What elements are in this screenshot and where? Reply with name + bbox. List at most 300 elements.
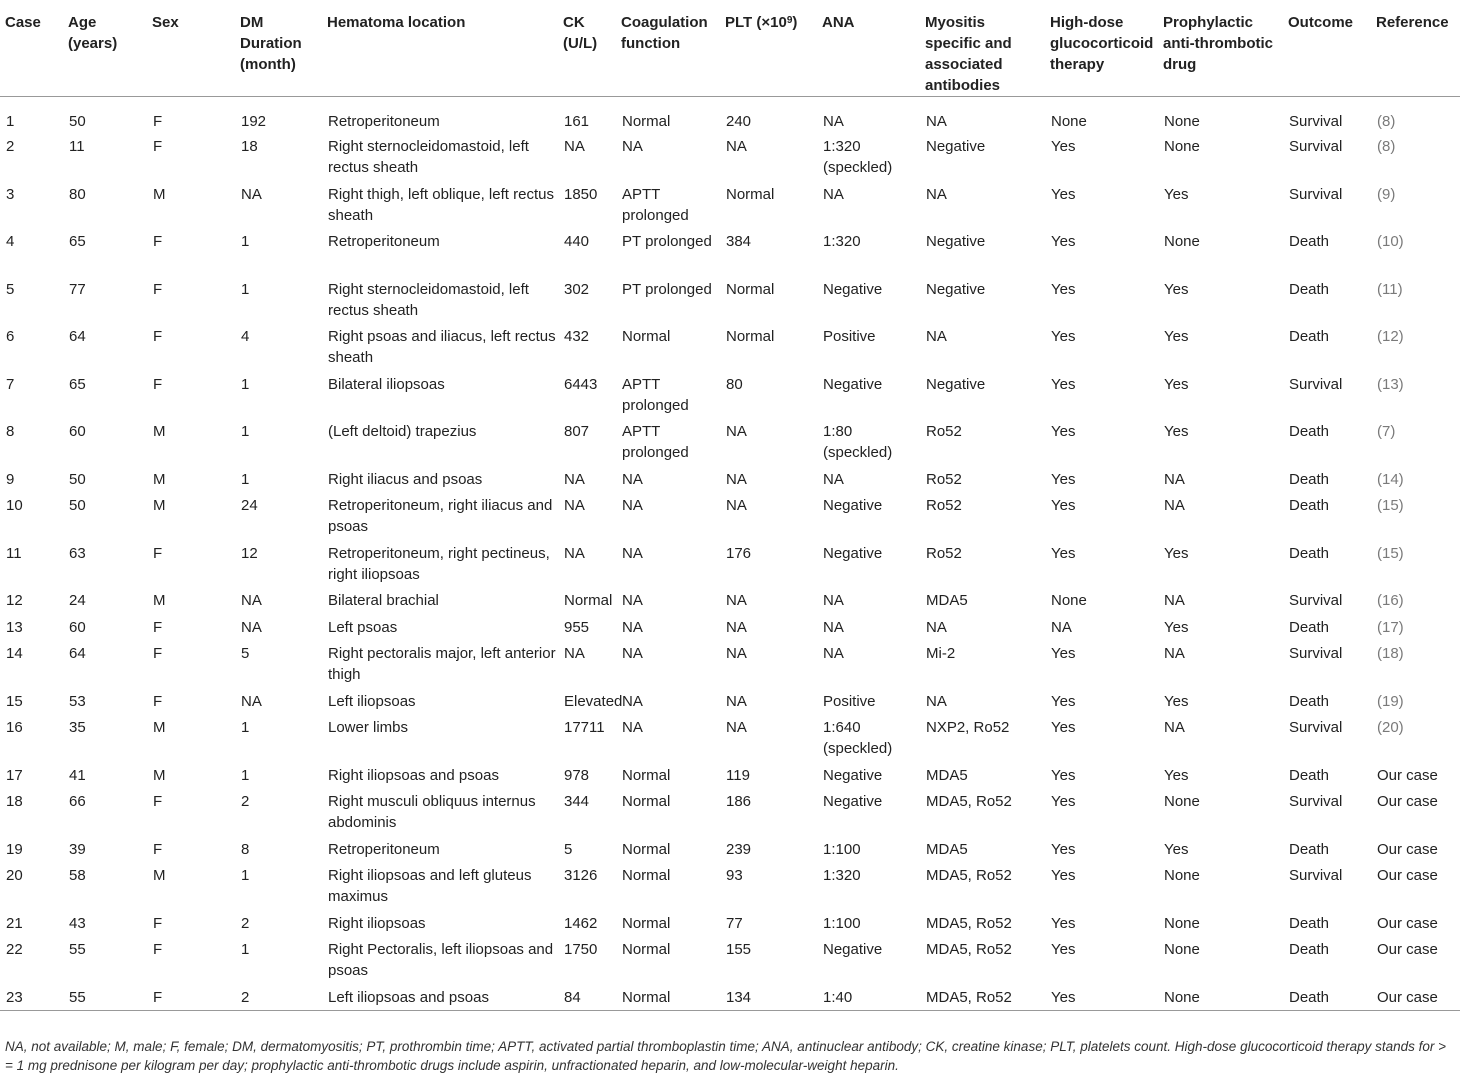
cell-dm-duration: NA (241, 592, 262, 609)
cell-age: 65 (69, 375, 86, 393)
table-row (0, 181, 1460, 229)
cell-age: 55 (63, 984, 147, 1011)
cell-reference: (14) (1377, 470, 1404, 488)
cell-hematoma-location: Right Pectoralis, left iliopsoas and psoas (328, 941, 554, 979)
cell-anti-thrombotic-drug: None (1164, 138, 1200, 155)
cell-ana: 1:80 (speckled) (823, 423, 893, 461)
cell-ck: 302 (564, 280, 590, 298)
cell-plt: NA (726, 618, 747, 636)
cell-myositis-antibodies: MDA5 (926, 766, 968, 784)
cell-hematoma-location: Retroperitoneum (328, 840, 440, 858)
cell-sex: M (153, 497, 166, 514)
cell-age: 80 (69, 185, 86, 203)
cell-plt: 134 (720, 984, 817, 1011)
cell-myositis-antibodies: MDA5 (926, 592, 968, 609)
cell-anti-thrombotic-drug: Yes (1164, 280, 1189, 298)
cell-age: 65 (69, 233, 86, 250)
cell-case: 9 (6, 470, 15, 488)
cell-case: 4 (6, 233, 15, 250)
cell-plt: NA (726, 423, 747, 440)
cell-dm-duration: 24 (241, 497, 258, 514)
cell-myositis-antibodies: MDA5, Ro52 (926, 867, 1012, 884)
cell-reference: Our case (1371, 984, 1460, 1011)
cell-age: 60 (69, 618, 86, 636)
cell-ck: 432 (564, 328, 590, 345)
cell-age: 77 (69, 280, 86, 298)
header-sex: Sex (147, 0, 235, 97)
cell-myositis-antibodies: Mi-2 (926, 645, 956, 662)
cell-ana: 1:40 (817, 984, 920, 1011)
cell-ana: 1:100 (823, 914, 861, 932)
cell-outcome: Death (1289, 840, 1330, 858)
table-row (0, 229, 1460, 277)
cell-glucocorticoid-therapy: Yes (1051, 692, 1076, 710)
table-row (0, 863, 1460, 911)
cell-anti-thrombotic-drug: Yes (1164, 423, 1189, 440)
cell-myositis-antibodies: Negative (926, 233, 986, 250)
cell-anti-thrombotic-drug: Yes (1164, 375, 1189, 393)
cell-outcome: Death (1289, 233, 1330, 250)
cell-sex: F (147, 984, 235, 1011)
cell-plt: NA (726, 719, 747, 736)
cell-myositis-antibodies: NA (926, 328, 947, 345)
cell-plt: 155 (726, 941, 752, 958)
cell-anti-thrombotic-drug: NA (1164, 592, 1185, 609)
cell-sex: F (153, 280, 163, 298)
cell-ck: 17711 (564, 719, 605, 736)
cell-dm-duration: 1 (241, 867, 250, 884)
cell-glucocorticoid-therapy: Yes (1051, 470, 1076, 488)
cell-dm-duration: 192 (241, 113, 267, 130)
cell-ck: 440 (564, 233, 590, 250)
cell-myositis-antibodies: MDA5, Ro52 (926, 914, 1012, 932)
cell-case: 2 (6, 138, 15, 155)
table-row (0, 466, 1460, 493)
cell-plt: Normal (726, 328, 775, 345)
cell-hematoma-location: Right sternocleidomastoid, left rectus sheath (328, 280, 529, 319)
cell-glucocorticoid-therapy: Yes (1051, 840, 1076, 858)
cell-reference: (19) (1377, 692, 1404, 710)
cell-ana: Positive (823, 328, 876, 345)
cell-glucocorticoid-therapy: Yes (1051, 497, 1076, 514)
cell-reference: Our case (1377, 941, 1438, 958)
cell-plt: NA (726, 138, 747, 155)
table-header (0, 0, 1460, 97)
table-row (0, 97, 1460, 134)
cell-ana: Negative (823, 280, 883, 298)
cell-dm-duration: 2 (241, 914, 250, 932)
cell-ana: Positive (823, 692, 876, 710)
header-hematoma-location: Hematoma location (322, 0, 558, 97)
cell-coagulation-function: APTT prolonged (622, 375, 689, 414)
cell-outcome: Death (1289, 423, 1330, 440)
cell-sex: F (153, 793, 163, 810)
cell-reference: (8) (1377, 113, 1396, 130)
header-anti-thrombotic-drug: Prophylactic anti-thrombotic drug (1158, 0, 1283, 97)
cell-ck: 807 (564, 423, 590, 440)
cell-reference: Our case (1377, 766, 1438, 784)
cell-myositis-antibodies: NA (926, 618, 947, 636)
cell-age: 24 (69, 592, 86, 609)
cell-ana: NA (823, 645, 844, 662)
cell-age: 50 (69, 113, 86, 130)
cell-sex: F (153, 645, 163, 662)
cell-ana: 1:320 (speckled) (823, 138, 893, 176)
cell-plt: 186 (726, 793, 752, 810)
cell-hematoma-location: Lower limbs (328, 719, 409, 736)
cell-anti-thrombotic-drug: Yes (1164, 692, 1189, 710)
cell-coagulation-function: Normal (622, 867, 671, 884)
cell-reference: (18) (1377, 645, 1404, 662)
cell-hematoma-location: Right psoas and iliacus, left rectus sheath (328, 328, 556, 366)
cell-glucocorticoid-therapy: Yes (1045, 984, 1158, 1011)
cell-plt: 240 (726, 113, 752, 130)
cell-anti-thrombotic-drug: NA (1164, 470, 1185, 488)
table-row (0, 641, 1460, 689)
cell-outcome: Death (1289, 692, 1330, 710)
cell-reference: (8) (1377, 138, 1396, 155)
cell-coagulation-function: NA (622, 645, 643, 662)
cell-glucocorticoid-therapy: Yes (1051, 766, 1076, 784)
table-row (0, 419, 1460, 467)
cell-case: 23 (0, 984, 63, 1011)
cell-dm-duration: NA (241, 692, 262, 710)
cell-reference: Our case (1377, 793, 1438, 810)
cell-reference: (20) (1377, 719, 1404, 736)
cell-outcome: Survival (1289, 375, 1343, 393)
cell-outcome: Death (1289, 618, 1330, 636)
plt-header-suffix: ) (792, 14, 798, 31)
cell-case: 6 (6, 328, 15, 345)
cell-age: 11 (69, 138, 85, 155)
cell-myositis-antibodies: Negative (926, 280, 986, 298)
cell-ck: NA (564, 544, 585, 562)
cell-anti-thrombotic-drug: None (1164, 941, 1200, 958)
cell-sex: F (153, 138, 163, 155)
cell-ck: NA (564, 138, 585, 155)
cell-sex: F (153, 840, 163, 858)
cell-dm-duration: 4 (241, 328, 250, 345)
cell-myositis-antibodies: NA (926, 113, 947, 130)
cell-reference: (13) (1377, 375, 1404, 393)
cell-glucocorticoid-therapy: Yes (1051, 719, 1076, 736)
cell-glucocorticoid-therapy: Yes (1051, 138, 1076, 155)
cell-reference: (11) (1377, 280, 1403, 298)
cell-glucocorticoid-therapy: None (1051, 592, 1087, 609)
cell-sex: F (153, 233, 163, 250)
cell-outcome: Survival (1289, 185, 1343, 203)
cell-reference: (15) (1377, 544, 1404, 562)
cell-outcome: Survival (1289, 138, 1343, 155)
cell-outcome: Death (1289, 941, 1330, 958)
cell-ck: NA (564, 645, 585, 662)
cell-myositis-antibodies: Negative (926, 138, 986, 155)
cell-ana: Negative (823, 941, 883, 958)
cell-ck: 955 (564, 618, 590, 636)
cell-myositis-antibodies: MDA5, Ro52 (920, 984, 1045, 1011)
cell-ana: Negative (823, 375, 883, 393)
cell-hematoma-location: Left iliopsoas and psoas (322, 984, 558, 1011)
cell-myositis-antibodies: Ro52 (926, 470, 962, 488)
cell-sex: F (153, 914, 163, 932)
cell-coagulation-function: Normal (622, 840, 671, 858)
cell-age: 58 (69, 867, 86, 884)
cell-case: 17 (6, 766, 23, 784)
cell-dm-duration: 2 (235, 984, 322, 1011)
cell-myositis-antibodies: MDA5 (926, 840, 968, 858)
cell-ana: Negative (823, 793, 883, 810)
cell-glucocorticoid-therapy: Yes (1051, 867, 1076, 884)
cell-ana: NA (823, 618, 844, 636)
cell-hematoma-location: Right sternocleidomastoid, left rectus sheath (328, 138, 529, 176)
cell-anti-thrombotic-drug: Yes (1164, 185, 1189, 203)
cell-glucocorticoid-therapy: Yes (1051, 185, 1076, 203)
cell-myositis-antibodies: NA (926, 692, 947, 710)
cell-case: 11 (6, 544, 22, 562)
cell-reference: (15) (1377, 497, 1404, 514)
cell-case: 15 (6, 692, 23, 710)
cell-coagulation-function: NA (622, 592, 643, 609)
table-row (0, 836, 1460, 863)
cell-plt: 77 (726, 914, 743, 932)
cell-hematoma-location: Bilateral brachial (328, 592, 439, 609)
cell-plt: NA (726, 592, 747, 609)
cell-reference: Our case (1377, 867, 1438, 884)
table-row (0, 588, 1460, 615)
cell-anti-thrombotic-drug: None (1164, 793, 1200, 810)
cell-sex: M (153, 592, 166, 609)
cell-plt: NA (726, 497, 747, 514)
cell-ck: 978 (564, 766, 590, 784)
cell-ck: 161 (564, 113, 590, 130)
cell-dm-duration: 1 (241, 470, 250, 488)
cell-ana: 1:100 (823, 840, 861, 858)
table-row (0, 688, 1460, 715)
cell-coagulation-function: APTT prolonged (622, 185, 689, 224)
cell-sex: F (153, 618, 163, 636)
cell-reference: Our case (1377, 914, 1438, 932)
header-row (0, 0, 1460, 97)
cell-glucocorticoid-therapy: Yes (1051, 375, 1076, 393)
cell-case: 1 (6, 113, 15, 130)
cell-hematoma-location: Retroperitoneum, right pectineus, right iliopsoas (328, 544, 550, 583)
table-footnote: NA, not available; M, male; F, female; DM, dermatomyositis; PT, prothrombin time; APTT, activated partial thromboplastin time; ANA, antinuclear antibody; CK, creatine kinase; PLT, platelets count. High-dose glucocorticoid therapy stands for > = 1 mg prednisone per kilogram per day; prophylactic anti-thrombotic drugs include aspirin, unfractionated heparin, and low-molecular-weight heparin. (5, 1039, 1447, 1073)
cell-age: 35 (69, 719, 86, 736)
header-age: Age (years) (63, 0, 147, 97)
cell-plt: 93 (726, 867, 743, 884)
cell-age: 39 (69, 840, 86, 858)
cell-ck: 84 (558, 984, 616, 1011)
cell-glucocorticoid-therapy: Yes (1051, 328, 1076, 345)
table-row (0, 789, 1460, 837)
cell-anti-thrombotic-drug: NA (1164, 645, 1185, 662)
cell-glucocorticoid-therapy: Yes (1051, 793, 1076, 810)
cell-dm-duration: NA (241, 618, 262, 636)
cell-coagulation-function: NA (622, 719, 643, 736)
table-row (0, 371, 1460, 419)
table-row (0, 984, 1460, 1011)
cell-hematoma-location: Retroperitoneum (328, 233, 440, 250)
cell-case: 13 (6, 618, 23, 636)
cell-sex: F (153, 375, 163, 393)
cell-ck: 6443 (564, 375, 598, 393)
cell-ck: 1850 (564, 185, 598, 203)
cell-sex: M (153, 470, 166, 488)
cell-case: 18 (6, 793, 23, 810)
cell-ana: NA (823, 470, 844, 488)
cell-sex: F (153, 328, 163, 345)
cell-hematoma-location: Retroperitoneum, right iliacus and psoas (328, 497, 553, 535)
cell-dm-duration: 1 (241, 280, 250, 298)
table-row (0, 134, 1460, 182)
cell-age: 43 (69, 914, 86, 932)
cell-anti-thrombotic-drug: NA (1164, 719, 1185, 736)
cell-anti-thrombotic-drug: None (1164, 113, 1200, 130)
table-body (0, 97, 1460, 1011)
cell-age: 64 (69, 645, 86, 662)
cell-case: 14 (6, 645, 23, 662)
cell-dm-duration: 2 (241, 793, 250, 810)
header-case: Case (0, 0, 63, 97)
cell-ana: NA (823, 592, 844, 609)
cell-dm-duration: 1 (241, 423, 250, 440)
cell-ck: Elevated (564, 692, 623, 710)
cell-dm-duration: 1 (241, 375, 250, 393)
cell-hematoma-location: Right pectoralis major, left anterior thigh (328, 645, 556, 683)
plt-header-label: PLT (×10 (725, 14, 787, 31)
cell-age: 60 (69, 423, 86, 440)
cell-hematoma-location: Right iliopsoas and left gluteus maximus (328, 867, 532, 905)
cell-anti-thrombotic-drug: NA (1164, 497, 1185, 514)
header-glucocorticoid-therapy: High-dose glucocorticoid therapy (1045, 0, 1158, 97)
cell-coagulation-function: Normal (622, 113, 671, 130)
cell-ana: Negative (823, 766, 883, 784)
header-ck: CK (U/L) (558, 0, 616, 97)
cell-age: 50 (69, 497, 86, 514)
cell-ana: NA (823, 185, 844, 203)
cell-glucocorticoid-therapy: Yes (1051, 544, 1076, 562)
cell-sex: F (153, 544, 163, 562)
cell-hematoma-location: Right iliopsoas and psoas (328, 766, 499, 784)
cell-anti-thrombotic-drug: None (1158, 984, 1283, 1011)
cell-myositis-antibodies: NA (926, 185, 947, 203)
cell-ck: 1750 (564, 941, 598, 958)
table-row (0, 276, 1460, 324)
cell-sex: M (153, 185, 166, 203)
cell-case: 7 (6, 375, 15, 393)
cell-reference: Our case (1377, 840, 1438, 858)
cell-hematoma-location: Right musculi obliquus internus abdominis (328, 793, 536, 831)
cell-dm-duration: 1 (241, 941, 250, 958)
cell-coagulation-function: NA (622, 692, 643, 710)
cell-outcome: Death (1289, 470, 1330, 488)
cell-sex: F (153, 692, 163, 710)
cell-ana: 1:320 (823, 233, 861, 250)
cell-case: 8 (6, 423, 15, 440)
cell-case: 19 (6, 840, 23, 858)
cell-glucocorticoid-therapy: Yes (1051, 941, 1076, 958)
cell-outcome: Survival (1289, 113, 1343, 130)
cell-coagulation-function: APTT prolonged (622, 423, 689, 461)
cell-glucocorticoid-therapy: Yes (1051, 914, 1076, 932)
cell-outcome: Survival (1289, 867, 1343, 884)
cell-glucocorticoid-therapy: None (1051, 113, 1087, 130)
cell-plt: NA (726, 470, 747, 488)
cell-outcome: Survival (1289, 592, 1343, 609)
plt-header-exponent: 9 (786, 15, 793, 26)
cell-plt: NA (726, 645, 747, 662)
cell-outcome: Death (1289, 544, 1330, 562)
cell-sex: F (153, 113, 163, 130)
header-outcome: Outcome (1283, 0, 1371, 97)
cell-sex: M (153, 766, 166, 784)
cell-reference: (9) (1377, 185, 1396, 203)
cell-dm-duration: 12 (241, 544, 258, 562)
cell-reference: (7) (1377, 423, 1396, 440)
cell-hematoma-location: Right thigh, left oblique, left rectus sheath (328, 185, 554, 224)
cell-myositis-antibodies: Ro52 (926, 497, 962, 514)
cell-age: 50 (69, 470, 86, 488)
cell-plt: Normal (726, 280, 775, 298)
cell-dm-duration: 18 (241, 138, 258, 155)
header-plt (720, 0, 817, 97)
cell-ck: 3126 (564, 867, 598, 884)
cell-dm-duration: 8 (241, 840, 250, 858)
cell-coagulation-function: Normal (622, 328, 671, 345)
cell-sex: M (153, 867, 166, 884)
cell-ana: 1:640 (speckled) (823, 719, 893, 757)
cell-reference: (16) (1377, 592, 1404, 609)
cell-plt: 176 (726, 544, 752, 562)
cell-case: 22 (6, 941, 23, 958)
cell-plt: Normal (726, 185, 775, 203)
table-row (0, 937, 1460, 985)
cell-hematoma-location: Right iliacus and psoas (328, 470, 483, 488)
cell-ck: 1462 (564, 914, 598, 932)
header-reference: Reference (1371, 0, 1460, 97)
cell-hematoma-location: Right iliopsoas (328, 914, 426, 932)
cell-outcome: Death (1283, 984, 1371, 1011)
cell-age: 64 (69, 328, 86, 345)
cell-hematoma-location: Bilateral iliopsoas (328, 375, 445, 393)
cell-plt: NA (726, 692, 747, 710)
cell-myositis-antibodies: NXP2, Ro52 (926, 719, 1010, 736)
cell-coagulation-function: NA (622, 470, 643, 488)
cell-ck: NA (564, 470, 585, 488)
cell-dm-duration: 1 (241, 719, 250, 736)
cell-plt: 384 (726, 233, 752, 250)
cell-case: 20 (6, 867, 23, 884)
cell-ck: Normal (564, 592, 613, 609)
cell-coagulation-function: Normal (616, 984, 720, 1011)
cell-case: 10 (6, 497, 23, 514)
cell-outcome: Survival (1289, 793, 1343, 810)
cell-sex: M (153, 423, 166, 440)
cell-coagulation-function: NA (622, 497, 643, 514)
table-row (0, 715, 1460, 763)
cell-anti-thrombotic-drug: None (1164, 867, 1200, 884)
cell-anti-thrombotic-drug: None (1164, 233, 1200, 250)
cell-plt: 119 (726, 766, 750, 784)
cell-hematoma-location: Retroperitoneum (328, 113, 440, 130)
cell-myositis-antibodies: MDA5, Ro52 (926, 941, 1012, 958)
header-coagulation-function: Coagulation function (616, 0, 720, 97)
cell-outcome: Survival (1289, 645, 1343, 662)
cell-sex: M (153, 719, 166, 736)
cell-age: 55 (69, 941, 86, 958)
cell-dm-duration: NA (241, 185, 262, 203)
table-row (0, 493, 1460, 541)
